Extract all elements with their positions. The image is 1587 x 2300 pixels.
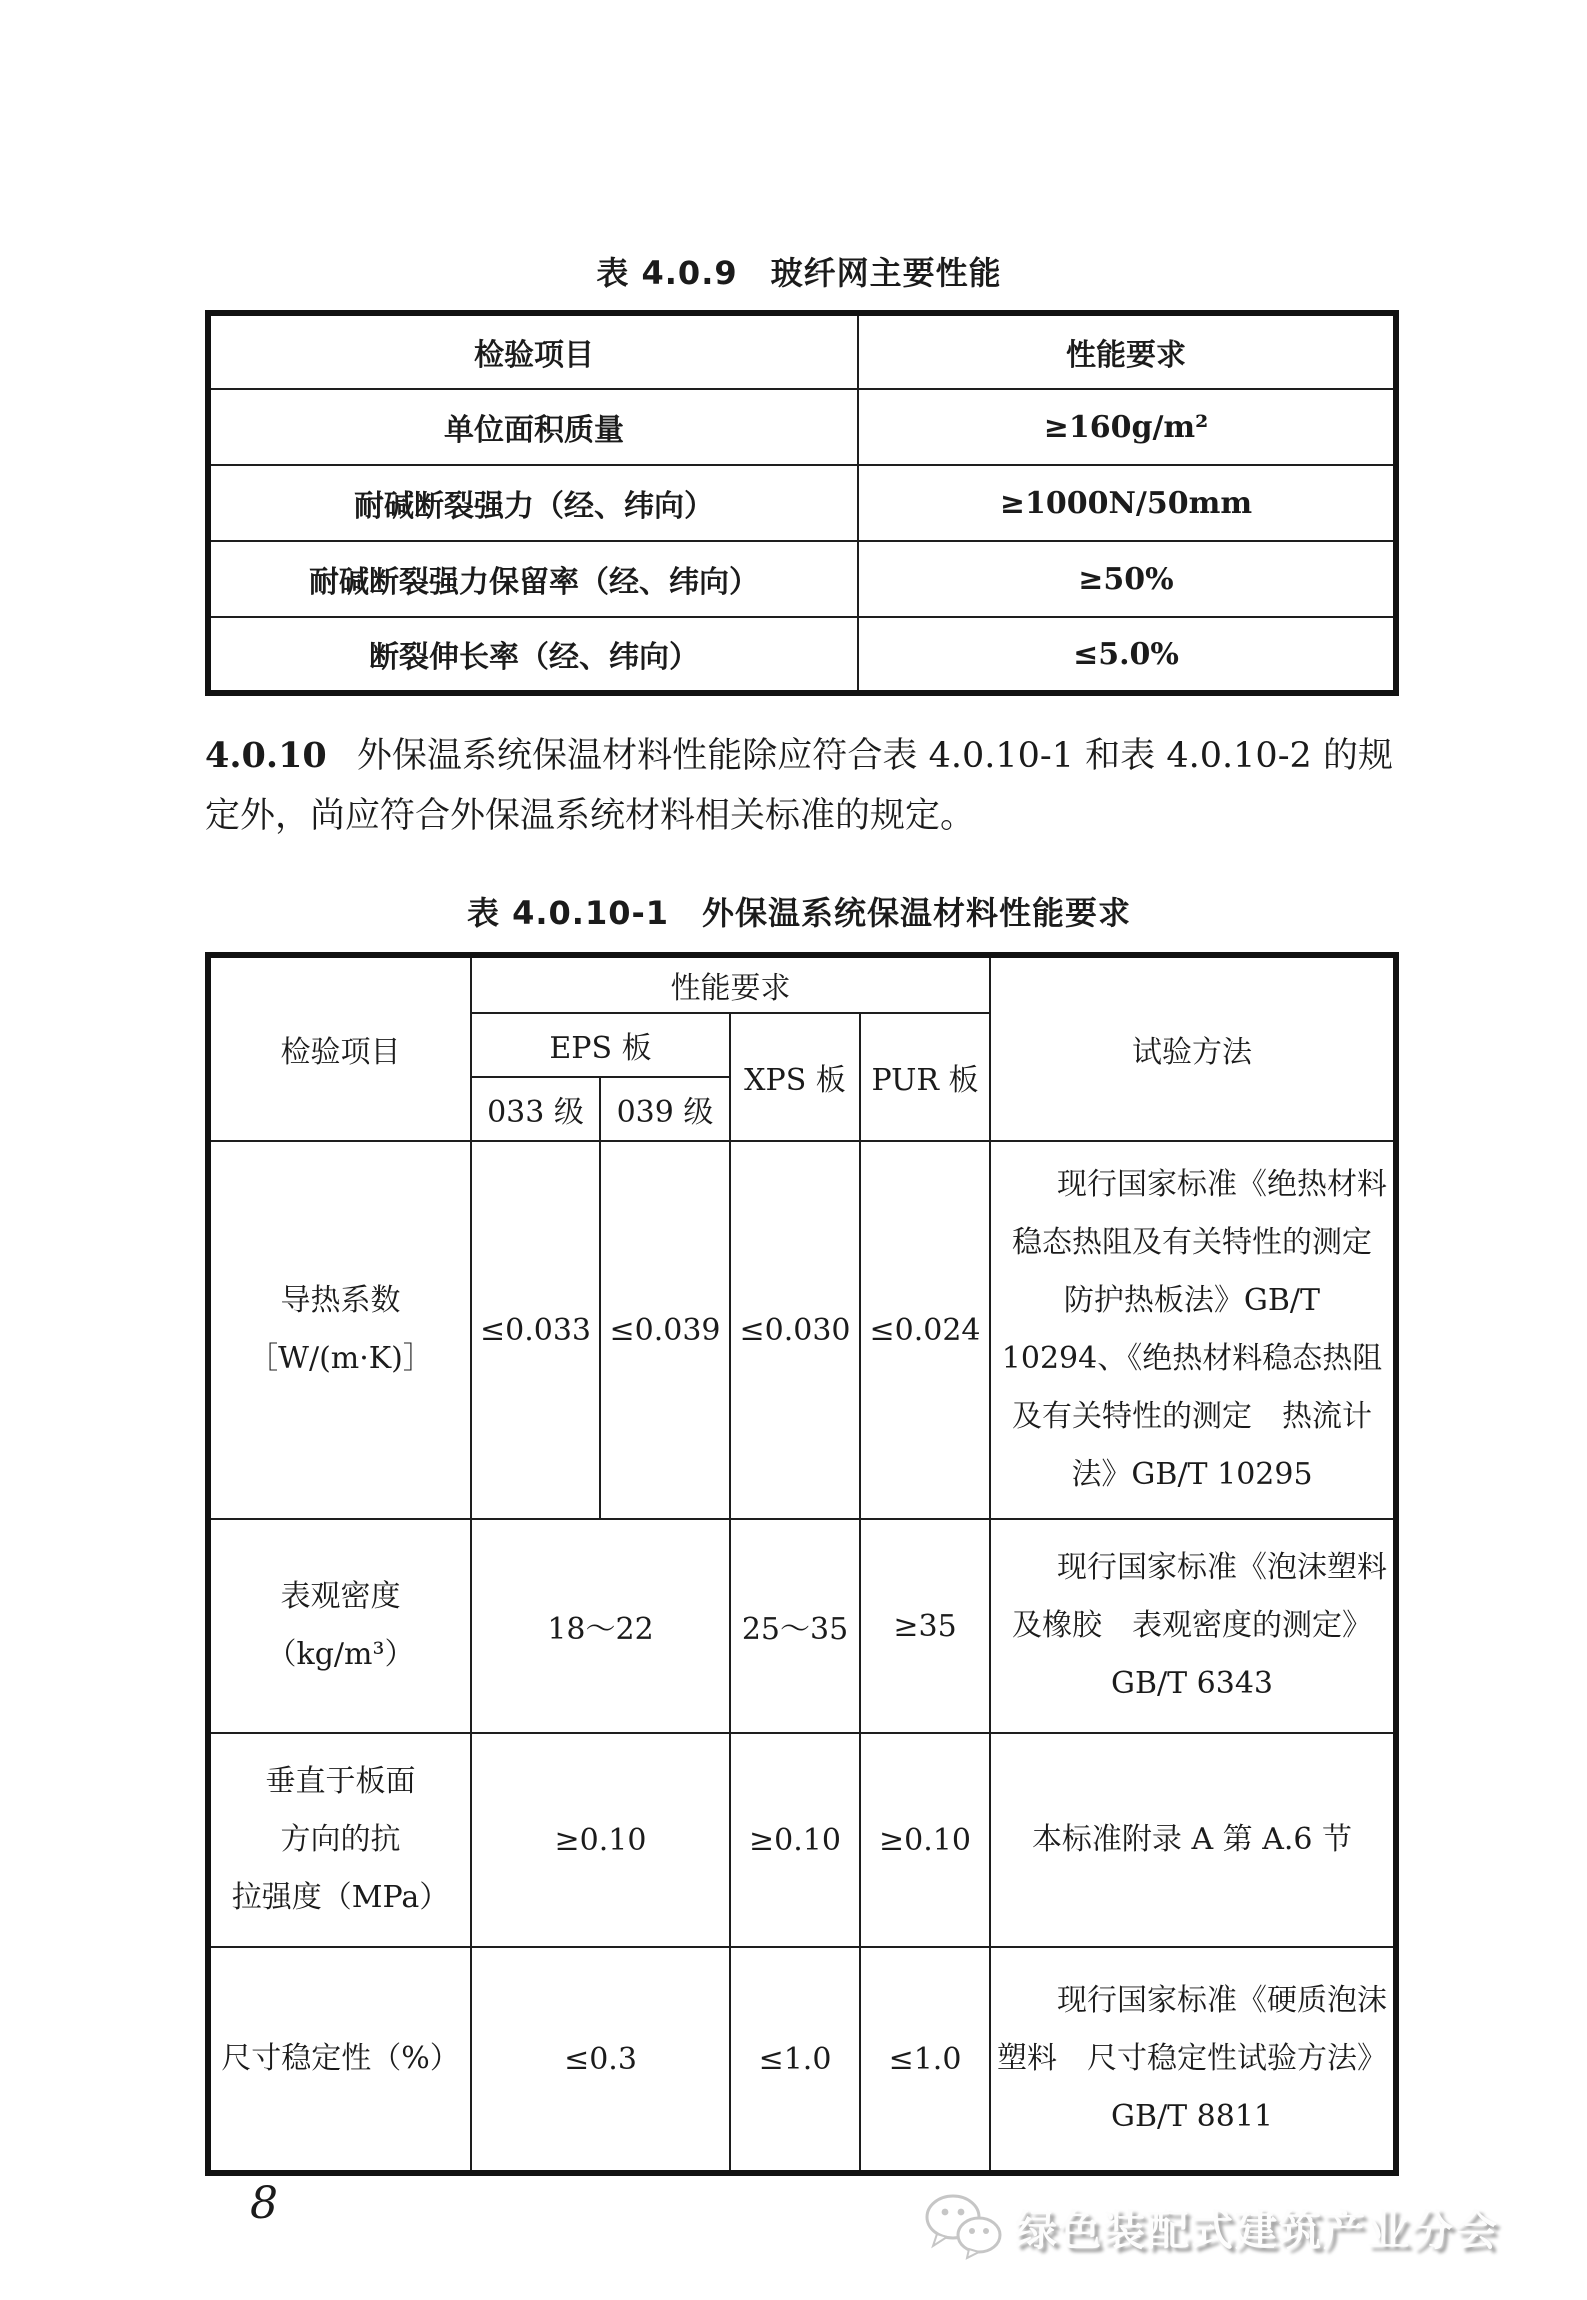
- item-label-line: 拉强度（MPa）: [231, 1880, 450, 1915]
- table2-method-cell: [990, 1733, 1396, 1947]
- table1-item-cell: 耐碱断裂强力（经、纬向）: [208, 465, 858, 541]
- table2-header-eps: EPS 板: [471, 1013, 730, 1077]
- table2-value-pur: ≤0.024: [860, 1141, 990, 1519]
- wechat-icon: [923, 2192, 1005, 2264]
- item-label-line: 导热系数: [280, 1283, 401, 1318]
- table2-header-eps039: 039 级: [600, 1077, 730, 1141]
- table2-value-eps039: ≤0.039: [600, 1141, 730, 1519]
- method-text: 现行国家标准《绝热材料稳态热阻及有关特性的测定 防护热板法》GB/T 10294、《绝热材料稳态热阻及有关特性的测定 热流计法》GB/T 10295: [1001, 1167, 1402, 1492]
- table2-title: 表 4.0.10-1 外保温系统保温材料性能要求: [466, 894, 1132, 932]
- table1-title: 表 4.0.9 玻纤网主要性能: [596, 254, 1002, 292]
- watermark-text: 绿色装配式建筑产业分会: [1014, 2206, 1499, 2255]
- content-column: [205, 0, 1402, 2176]
- table2-header-pur: PUR 板: [860, 1013, 990, 1141]
- table2-value-xps: ≥0.10: [730, 1733, 860, 1947]
- method-text: 现行国家标准《硬质泡沫塑料 尺寸稳定性试验方法》GB/T 8811: [997, 1983, 1387, 2134]
- table2-value-pur: ≥35: [860, 1519, 990, 1733]
- footer-watermark: [923, 2192, 1499, 2264]
- table2-value-eps: 18～22: [471, 1519, 730, 1733]
- page-number: 8: [250, 2178, 278, 2229]
- method-text: 本标准附录 A 第 A.6 节: [1031, 1822, 1353, 1857]
- table2-value-eps: ≤0.3: [471, 1947, 730, 2173]
- table-row: [208, 955, 1396, 1013]
- table-row: [208, 1519, 1396, 1733]
- table2-header-xps: XPS 板: [730, 1013, 860, 1141]
- table1-requirement-cell: ≥50%: [858, 541, 1396, 617]
- table2-item-cell: [208, 1141, 471, 1519]
- table2-value-pur: ≥0.10: [860, 1733, 990, 1947]
- table-row: [208, 389, 1396, 465]
- table1-item-cell: 断裂伸长率（经、纬向）: [208, 617, 858, 693]
- table-4-0-10-1: [205, 952, 1402, 2176]
- method-text: 现行国家标准《泡沫塑料及橡胶 表观密度的测定》GB/T 6343: [1012, 1550, 1387, 1701]
- table2-value-pur: ≤1.0: [860, 1947, 990, 2173]
- table2-method-cell: [990, 1141, 1402, 1519]
- table-4-0-9: [205, 310, 1399, 696]
- table-row: [208, 1733, 1396, 1947]
- table1-item-cell: 耐碱断裂强力保留率（经、纬向）: [208, 541, 858, 617]
- table1-header-requirement: 性能要求: [858, 313, 1396, 389]
- table1-item-cell: 单位面积质量: [208, 389, 858, 465]
- table-row: [208, 313, 1396, 389]
- clause-number: 4.0.10: [205, 735, 327, 776]
- table-row: [208, 617, 1396, 693]
- table2-value-eps033: ≤0.033: [471, 1141, 600, 1519]
- item-label-line: 方向的抗: [280, 1822, 401, 1857]
- clause-text: 外保温系统保温材料性能除应符合表 4.0.10-1 和表 4.0.10-2 的规定外，尚应符合外保温系统材料相关标准的规定。: [205, 736, 1393, 836]
- item-label-line: 表观密度: [280, 1579, 401, 1614]
- item-label-line: 尺寸稳定性（%）: [221, 2041, 460, 2076]
- table2-value-xps: ≤1.0: [730, 1947, 860, 2173]
- table-row: [208, 465, 1396, 541]
- table2-item-cell: [208, 1519, 471, 1733]
- table2-value-xps: ≤0.030: [730, 1141, 860, 1519]
- table1-requirement-cell: ≥160g/m²: [858, 389, 1396, 465]
- item-label-line: 垂直于板面: [265, 1764, 416, 1799]
- table1-requirement-cell: ≤5.0%: [858, 617, 1396, 693]
- table2-item-cell: [208, 1733, 471, 1947]
- clause-paragraph: [205, 726, 1393, 846]
- table2-header-item: 检验项目: [208, 955, 471, 1141]
- item-label-line: （kg/m³）: [266, 1637, 415, 1672]
- table2-header-method: 试验方法: [990, 955, 1396, 1141]
- item-label-line: ［W/(m·K)］: [248, 1341, 433, 1376]
- table2-header-requirement: 性能要求: [471, 955, 990, 1013]
- table-row: [208, 1947, 1396, 2173]
- table2-method-cell: [990, 1947, 1396, 2173]
- table1-header-item: 检验项目: [208, 313, 858, 389]
- table-row: [208, 1141, 1396, 1519]
- table2-item-cell: [208, 1947, 471, 2173]
- table2-value-eps: ≥0.10: [471, 1733, 730, 1947]
- table2-method-cell: [990, 1519, 1396, 1733]
- table2-value-xps: 25～35: [730, 1519, 860, 1733]
- table2-header-eps033: 033 级: [471, 1077, 600, 1141]
- table1-requirement-cell: ≥1000N/50mm: [858, 465, 1396, 541]
- table-row: [208, 541, 1396, 617]
